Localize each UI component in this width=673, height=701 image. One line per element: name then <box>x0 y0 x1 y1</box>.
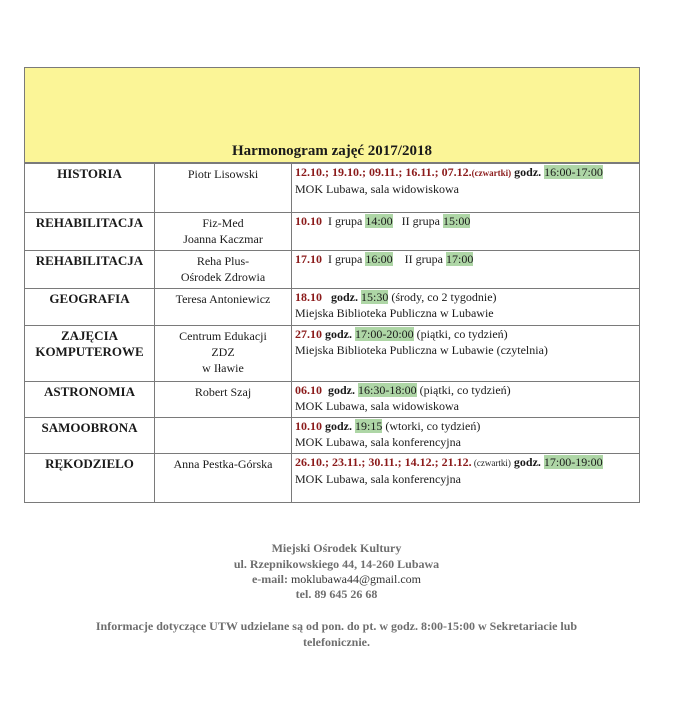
info-text: (piątki, co tydzień) <box>416 383 511 397</box>
info-text: MOK Lubawa, sala widowiskowa <box>295 182 459 196</box>
teacher-line: w Iławie <box>202 361 244 375</box>
teacher-line: Teresa Antoniewicz <box>175 292 271 306</box>
footer-note-line1: Informacje dotyczące UTW udzielane są od pon. do pt. w godz. 8:00-15:00 w Sekretariacie lub <box>95 619 578 633</box>
schedule-info-cell <box>292 454 640 503</box>
schedule-table <box>24 163 640 503</box>
info-line <box>295 289 636 305</box>
date-text: 17.10 <box>295 252 322 266</box>
info-line <box>295 305 636 321</box>
info-line <box>295 418 636 434</box>
schedule-info-cell <box>292 289 640 326</box>
table-row <box>25 164 640 213</box>
info-text: (piątki, co tydzień) <box>413 327 508 341</box>
teacher-cell <box>155 326 292 382</box>
date-text: 10.10 <box>295 419 322 433</box>
time-highlight: 14:00 <box>365 214 393 228</box>
info-line <box>295 342 636 358</box>
time-highlight: 19:15 <box>355 419 383 433</box>
teacher-line: Fiz-Med <box>202 216 244 230</box>
footer-email <box>0 571 673 587</box>
schedule-info-cell <box>292 326 640 382</box>
teacher-line: Ośrodek Zdrowia <box>180 270 266 284</box>
info-text: Miejska Biblioteka Publiczna w Lubawie (czytelnia) <box>295 343 548 357</box>
footer-note-line2: telefonicznie. <box>303 635 370 649</box>
info-text: MOK Lubawa, sala konferencyjna <box>295 435 461 449</box>
info-text: godz. <box>511 165 545 179</box>
teacher-line: Joanna Kaczmar <box>183 232 263 246</box>
info-text: II grupa <box>392 252 446 266</box>
teacher-line: Piotr Lisowski <box>187 167 259 181</box>
schedule-info-cell <box>292 213 640 251</box>
schedule-info-cell <box>292 382 640 418</box>
subject-line: ZAJĘCIA <box>60 328 119 343</box>
time-highlight: 15:00 <box>443 214 471 228</box>
email-address[interactable]: moklubawa44@gmail.com <box>290 572 421 586</box>
info-line <box>295 454 636 471</box>
subject-cell: SAMOOBRONA <box>25 418 155 454</box>
date-text: 06.10 <box>295 383 322 397</box>
info-text: I grupa <box>322 214 366 228</box>
info-text: (wtorki, co tydzień) <box>382 419 481 433</box>
email-label: e-mail: <box>251 572 288 586</box>
teacher-line: Centrum Edukacji <box>179 329 267 343</box>
info-line <box>295 326 636 342</box>
info-text: (środy, co 2 tygodnie) <box>388 290 497 304</box>
teacher-cell <box>155 164 292 213</box>
info-line <box>295 398 636 414</box>
time-highlight: 17:00-20:00 <box>355 327 414 341</box>
teacher-line: ZDZ <box>211 345 235 359</box>
info-text: II grupa <box>392 214 443 228</box>
teacher-cell <box>155 454 292 503</box>
time-highlight: 16:30-18:00 <box>358 383 417 397</box>
table-row <box>25 213 640 251</box>
teacher-line: Robert Szaj <box>194 385 252 399</box>
info-line <box>295 213 636 229</box>
teacher-cell <box>155 418 292 454</box>
subject-cell: ASTRONOMIA <box>25 382 155 418</box>
date-text: 27.10 <box>295 327 322 341</box>
info-line <box>295 382 636 398</box>
table-row <box>25 418 640 454</box>
schedule-title: Harmonogram zajęć 2017/2018 <box>232 143 432 159</box>
table-row <box>25 251 640 289</box>
info-line <box>295 181 636 197</box>
info-line <box>295 251 636 267</box>
info-text: MOK Lubawa, sala konferencyjna <box>295 472 461 486</box>
date-text: 26.10.; 23.11.; 30.11.; 14.12.; 21.12. <box>295 455 472 469</box>
info-line <box>295 164 636 181</box>
info-line <box>295 434 636 450</box>
teacher-line: Anna Pestka-Górska <box>173 457 273 471</box>
info-line <box>295 471 636 487</box>
info-text: godz. <box>510 455 544 469</box>
subject-cell: RĘKODZIELO <box>25 454 155 503</box>
date-text: 12.10.; 19.10.; 09.11.; 16.11.; 07.12. <box>295 165 472 179</box>
teacher-cell <box>155 213 292 251</box>
teacher-cell <box>155 382 292 418</box>
schedule-sheet <box>24 67 640 503</box>
title-box <box>24 67 640 163</box>
info-text: godz. <box>322 327 355 341</box>
footer-phone: tel. 89 645 26 68 <box>295 587 378 601</box>
table-row <box>25 289 640 326</box>
subject-cell: REHABILITACJA <box>25 213 155 251</box>
info-text: Miejska Biblioteka Publiczna w Lubawie <box>295 306 494 320</box>
time-highlight: 16:00-17:00 <box>544 165 603 179</box>
subject-line: KOMPUTEROWE <box>35 344 144 359</box>
subject-cell <box>25 326 155 382</box>
date-text: 18.10 <box>295 290 322 304</box>
teacher-cell <box>155 289 292 326</box>
footer-org: Miejski Ośrodek Kultury <box>271 541 402 555</box>
subject-cell: HISTORIA <box>25 164 155 213</box>
info-text: godz. <box>322 383 358 397</box>
table-row <box>25 454 640 503</box>
time-highlight: 15:30 <box>361 290 389 304</box>
table-row <box>25 382 640 418</box>
subject-cell: REHABILITACJA <box>25 251 155 289</box>
teacher-line: Reha Plus- <box>196 254 250 268</box>
info-text: (czwartki) <box>471 458 511 468</box>
schedule-info-cell <box>292 164 640 213</box>
info-text: godz. <box>322 419 355 433</box>
table-row <box>25 326 640 382</box>
info-text: I grupa <box>322 252 366 266</box>
schedule-info-cell <box>292 251 640 289</box>
schedule-info-cell <box>292 418 640 454</box>
time-highlight: 17:00-19:00 <box>543 455 603 469</box>
footer-address: ul. Rzepnikowskiego 44, 14-260 Lubawa <box>233 557 440 571</box>
subject-cell: GEOGRAFIA <box>25 289 155 326</box>
info-text: godz. <box>322 290 361 304</box>
date-text: 10.10 <box>295 214 322 228</box>
date-text: (czwartki) <box>471 168 512 178</box>
teacher-cell <box>155 251 292 289</box>
info-text: MOK Lubawa, sala widowiskowa <box>295 399 459 413</box>
time-highlight: 16:00 <box>365 252 393 266</box>
time-highlight: 17:00 <box>446 252 474 266</box>
